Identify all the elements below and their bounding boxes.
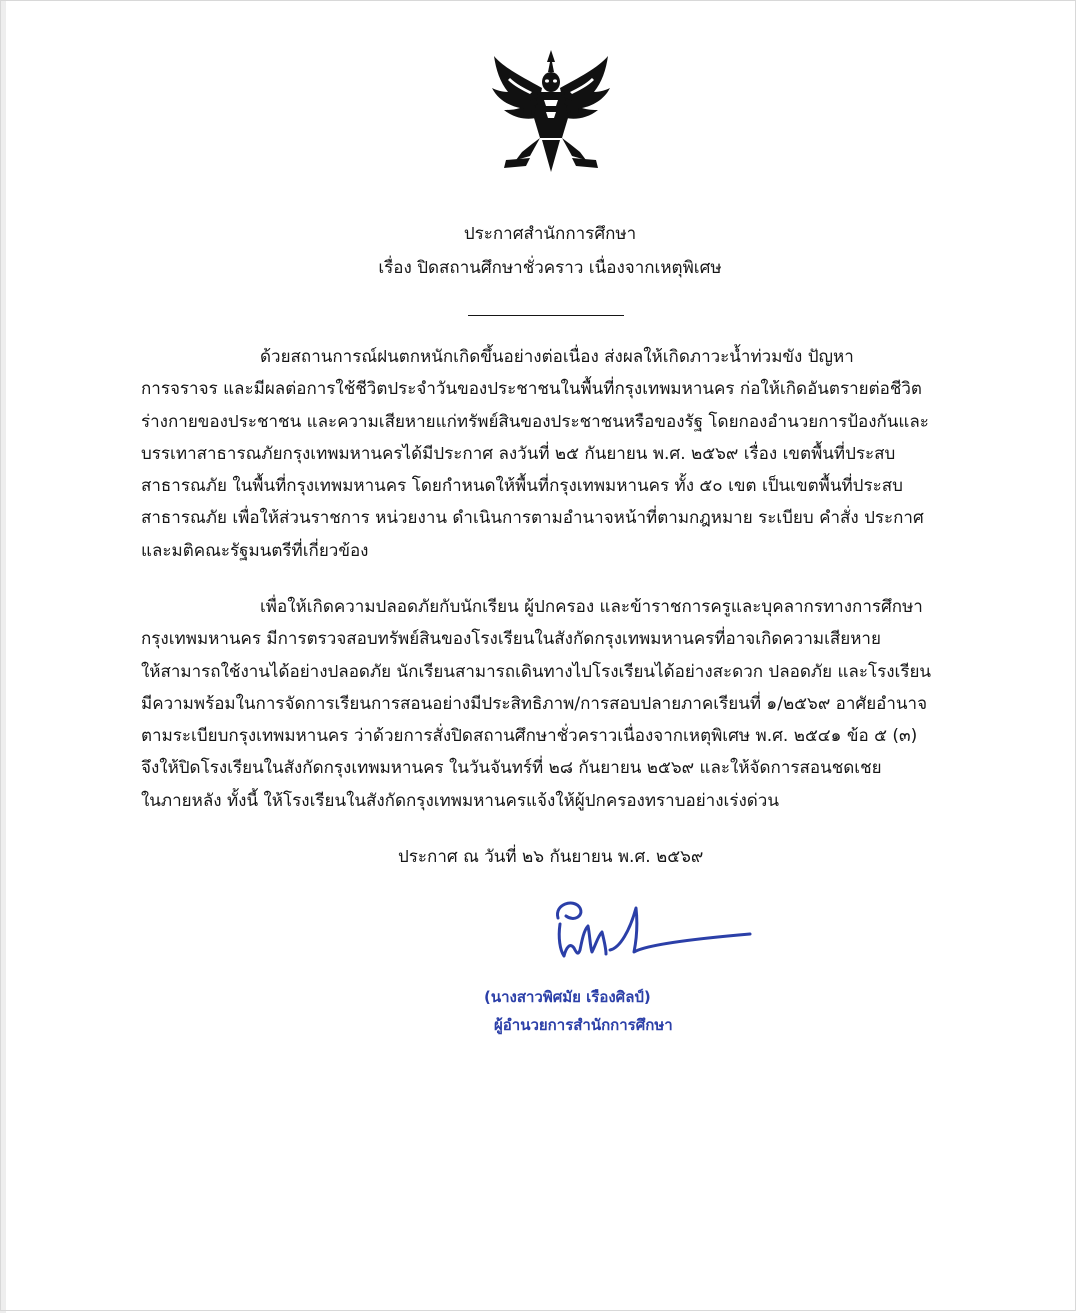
paragraph-line: จึงให้ปิดโรงเรียนในสังกัดกรุงเทพมหานคร ในวันจันทร์ที่ ๒๘ กันยายน ๒๕๖๙ และให้จัดการสอนชดเชย <box>141 758 882 779</box>
paragraph-line: กรุงเทพมหานคร มีการตรวจสอบทรัพย์สินของโรงเรียนในสังกัดกรุงเทพมหานครที่อาจเกิดความเสียหาย <box>141 629 881 650</box>
paragraph-line: ร่างกายของประชาชน และความเสียหายแก่ทรัพย์สินของประชาชนหรือของรัฐ โดยกองอำนวยการป้องกันและ <box>141 411 929 432</box>
paragraph-line: และมติคณะรัฐมนตรีที่เกี่ยวข้อง <box>141 540 369 561</box>
paragraph-line: บรรเทาสาธารณภัยกรุงเทพมหานครได้มีประกาศ ลงวันที่ ๒๕ กันยายน พ.ศ. ๒๕๖๙ เรื่อง เขตพื้นที่ประสบ <box>141 443 896 464</box>
signer-title: ผู้อำนวยการสำนักการศึกษา <box>494 1016 673 1034</box>
paragraph-line: สาธารณภัย ในพื้นที่กรุงเทพมหานคร โดยกำหนดให้พื้นที่กรุงเทพมหานคร ทั้ง ๕๐ เขต เป็นเขตพื้นที่ประสบ <box>141 476 903 497</box>
paragraph-line: ตามระเบียบกรุงเทพมหานคร ว่าด้วยการสั่งปิดสถานศึกษาชั่วคราวเนื่องจากเหตุพิเศษ พ.ศ. ๒๕๔๑ ข้อ ๕ (๓) <box>141 726 918 747</box>
paragraph-2 <box>141 591 957 817</box>
title-divider <box>468 315 624 316</box>
announcement-date: ประกาศ ณ วันที่ ๒๖ กันยายน พ.ศ. ๒๕๖๙ <box>398 847 704 867</box>
paragraph-line: เพื่อให้เกิดความปลอดภัยกับนักเรียน ผู้ปกครอง และข้าราชการครูและบุคลากรทางการศึกษา <box>260 597 923 617</box>
paragraph-line: ในภายหลัง ทั้งนี้ ให้โรงเรียนในสังกัดกรุงเทพมหานครแจ้งให้ผู้ปกครองทราบอย่างเร่งด่วน <box>141 790 779 811</box>
handwritten-signature-icon <box>540 890 760 970</box>
signer-name: (นางสาวพิศมัย เรืองศิลป์) <box>484 988 651 1006</box>
paragraph-1 <box>141 341 957 567</box>
paragraph-line: สาธารณภัย เพื่อให้ส่วนราชการ หน่วยงาน ดำเนินการตามอำนาจหน้าที่ตามกฎหมาย ระเบียบ คำสั่ง ประกาศ <box>141 508 924 529</box>
paragraph-line: ด้วยสถานการณ์ฝนตกหนักเกิดขึ้นอย่างต่อเนื่อง ส่งผลให้เกิดภาวะน้ำท่วมขัง ปัญหา <box>260 347 854 367</box>
garuda-emblem-icon <box>486 48 616 176</box>
announcement-title: ประกาศสำนักการศึกษา <box>463 224 637 244</box>
paragraph-line: การจราจร และมีผลต่อการใช้ชีวิตประจำวันของประชาชนในพื้นที่กรุงเทพมหานคร ก่อให้เกิดอันตรายต่อชีวิต <box>141 379 922 400</box>
paragraph-line: ให้สามารถใช้งานได้อย่างปลอดภัย นักเรียนสามารถเดินทางไปโรงเรียนได้อย่างสะดวก ปลอดภัย และโรงเรียน <box>141 661 932 682</box>
announcement-subject: เรื่อง ปิดสถานศึกษาชั่วคราว เนื่องจากเหตุพิเศษ <box>378 258 722 278</box>
paragraph-line: มีความพร้อมในการจัดการเรียนการสอนอย่างมีประสิทธิภาพ/การสอบปลายภาคเรียนที่ ๑/๒๕๖๙ อาศัยอำนาจ <box>141 693 928 714</box>
